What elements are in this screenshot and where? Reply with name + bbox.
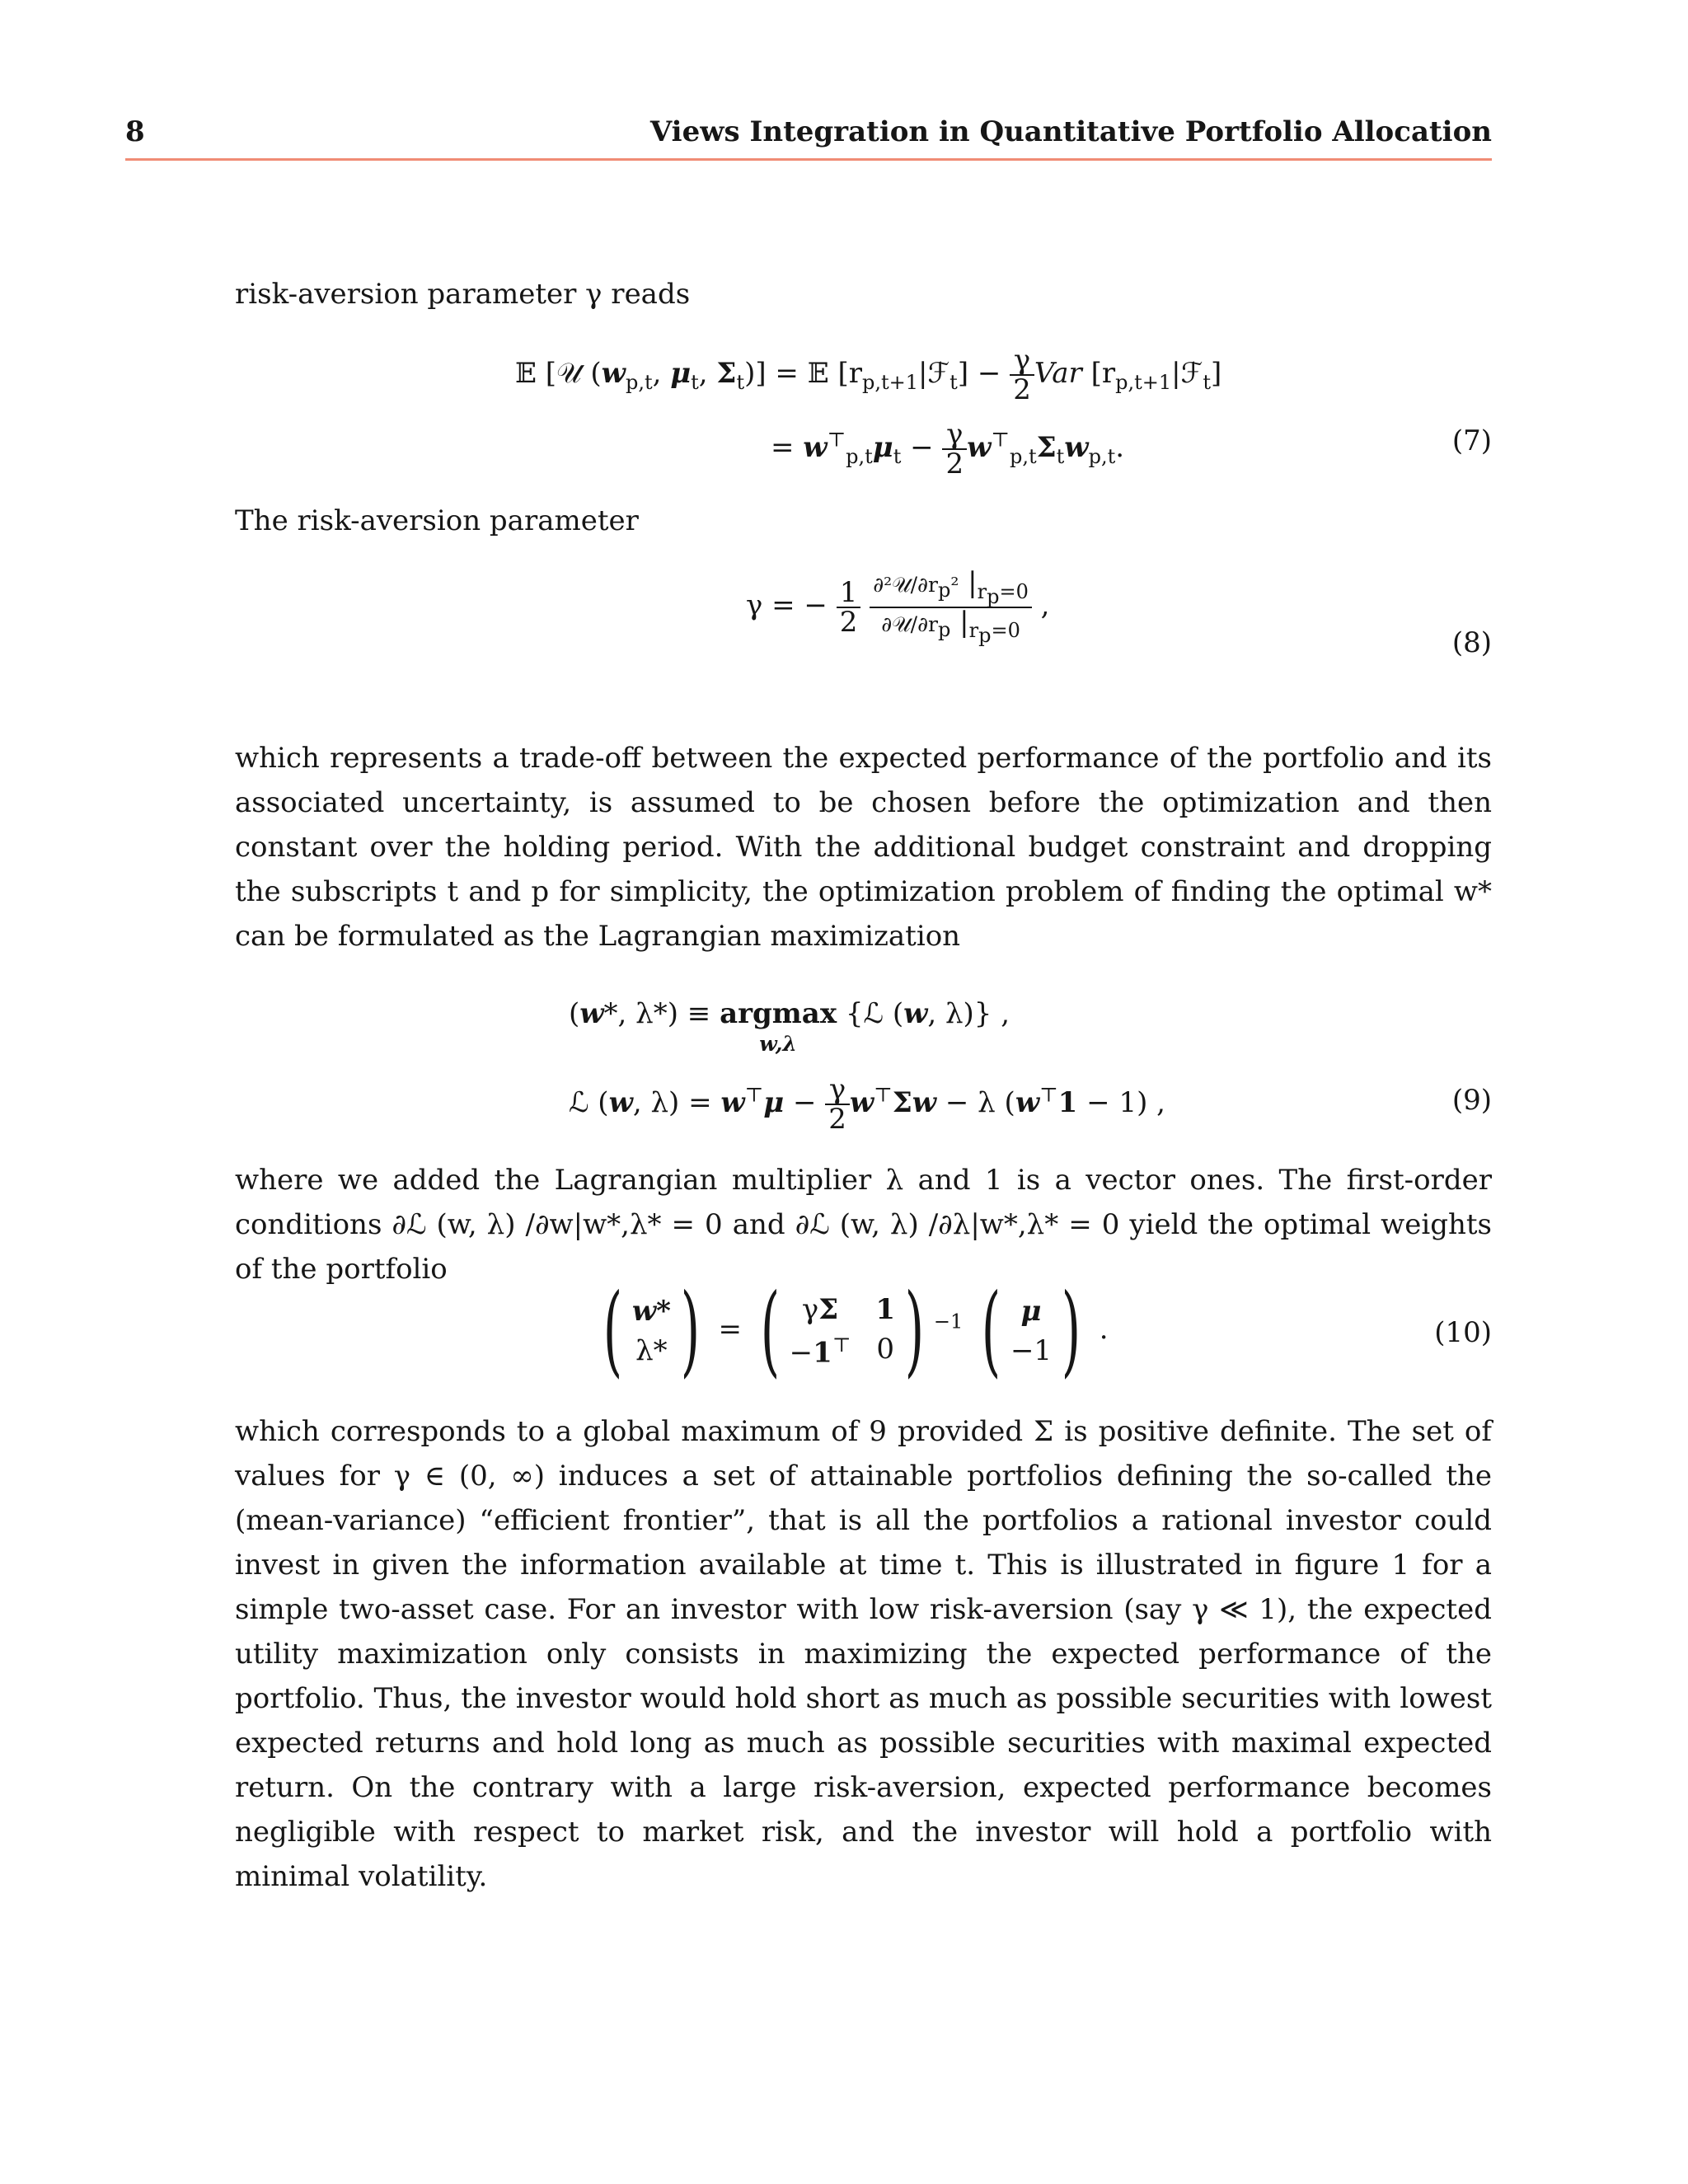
- page-number: 8: [125, 115, 145, 148]
- equation-10: ( w* λ* ) = ( γΣ 1 −1⊤ 0 ) $^{-1}$ ( μ −1 ) .: [603, 1273, 1109, 1388]
- equation-9-line-1: (w*, λ*) ≡ argmax w,λ {ℒ (w, λ)} ,: [569, 997, 1010, 1056]
- paragraph-5: which corresponds to a global maximum of 9 provided Σ is positive definite. The set of values for γ ∈ (0, ∞) induces a set of attainable portfolios defining the so-called the (mean-variance) “efficient frontier”, that is all the portfolios a rational investor could invest in given the information available at time t. This is illustrated in figure 1 for a simple two-asset case. For an investor with low risk-aversion (say γ ≪ 1), the expected utility maximization only consists in maximizing the expected performance of the portfolio. Thus, the investor would hold short as much as possible securities with lowest expected returns and hold long as much as possible securities with maximal expected return. On the contrary with a large risk-aversion, expected performance becomes negligible with respect to market risk, and the investor will hold a portfolio with minimal volatility.: [235, 1415, 1492, 1893]
- paragraph-2: The risk-aversion parameter: [235, 504, 639, 537]
- equation-7-line-1: 𝔼 [𝒰 ($w_{p,t}$, $\mu_t$, $\Sigma_t$)] = 𝔼 $[r_{p,t+1}|ℱ_t]$ − $\frac{\gamma}{2}$ Var $[r_{p,t+1}|ℱ_t]$: [515, 344, 1222, 406]
- running-title: Views Integration in Quantitative Portfolio Allocation: [649, 115, 1492, 148]
- equation-number-8: (8): [1451, 626, 1492, 659]
- equation-7-line-2: = $w^⊤_{p,t}\mu_t$ − $\frac{\gamma}{2}$ $w^⊤_{p,t}\Sigma_tw_{p,t}$.: [771, 418, 1125, 480]
- equation-9-line-2: ℒ (w, λ) = w⊤μ − $\frac{\gamma}{2}$ w⊤Σw − λ (w⊤1 − 1) ,: [569, 1073, 1165, 1136]
- equation-number-10: (10): [1434, 1316, 1492, 1349]
- equation-8: γ = − $\frac{1}{2}$ $\frac{\partial^2𝒰/\partial r_p^2 |_{r_p=0}}{\partial 𝒰/\partial r_p |_{r_p=0}}$ ,: [746, 566, 1050, 648]
- equation-number-9: (9): [1451, 1084, 1492, 1117]
- paragraph-1: risk-aversion parameter γ reads: [235, 278, 691, 311]
- argmax-operator: argmax: [720, 997, 837, 1030]
- argmax-subscript: w,λ: [759, 1032, 797, 1056]
- page-header: [125, 115, 1492, 161]
- equation-number-7: (7): [1451, 424, 1492, 457]
- paragraph-3: which represents a trade-off between the expected performance of the portfolio and its associated uncertainty, is assumed to be chosen before the optimization and then constant over the holding period. With the additional budget constraint and dropping the subscripts t and p for simplicity, the optimization problem of finding the optimal w* can be formulated as the Lagrangian maximization: [235, 742, 1492, 953]
- paragraph-4: where we added the Lagrangian multiplier λ and 1 is a vector ones. The first-order conditions ∂ℒ (w, λ) /∂w|w*,λ* = 0 and ∂ℒ (w, λ) /∂λ|w*,λ* = 0 yield the optimal weights of the portfolio: [235, 1164, 1492, 1286]
